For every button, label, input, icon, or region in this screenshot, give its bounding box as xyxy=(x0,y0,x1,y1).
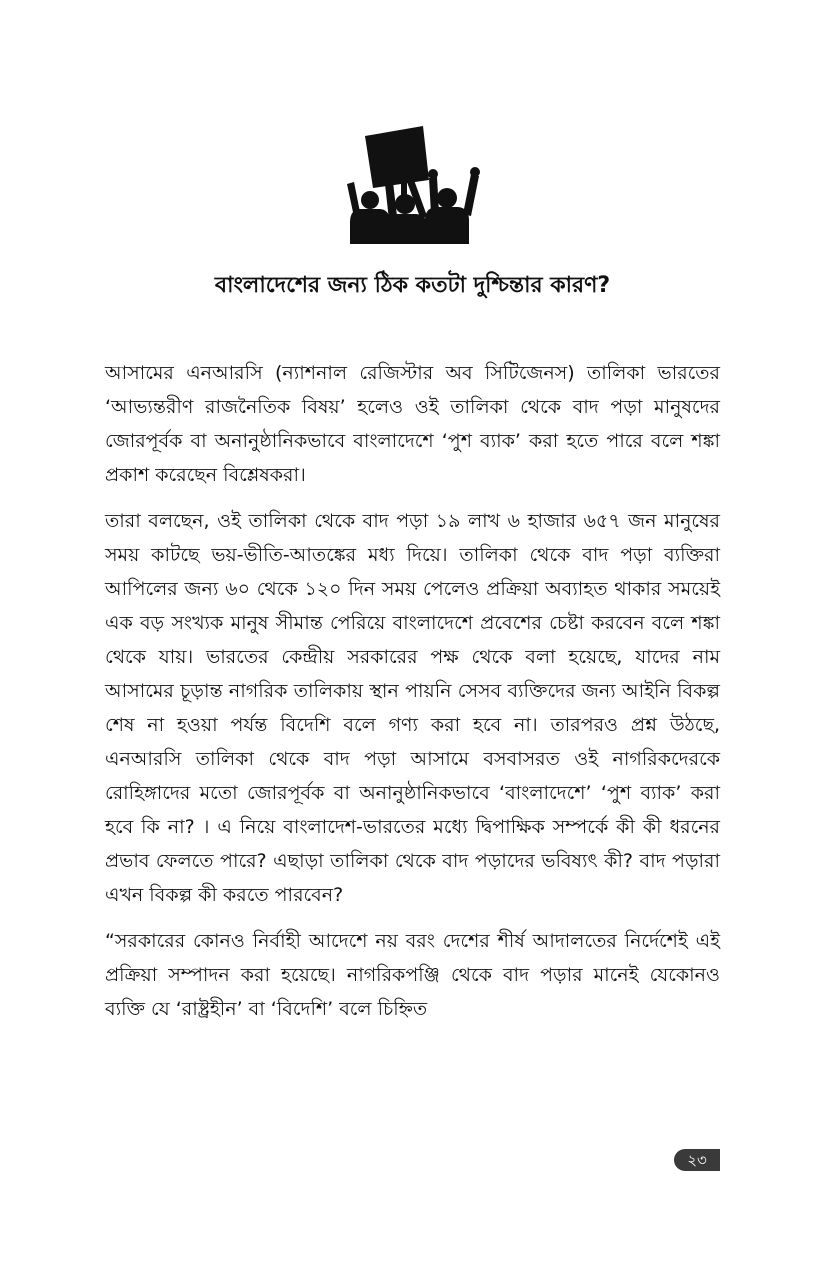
protest-crowd-icon xyxy=(345,122,480,244)
body-text xyxy=(105,356,720,1038)
paragraph-3: “সরকারের কোনও নির্বাহী আদেশে নয় বরং দেশের শীর্ষ আদালতের নির্দেশেই এই প্রক্রিয়া সম্পাদন করা হয়েছে। নাগরিকপঞ্জি থেকে বাদ পড়ার মানেই যেকোনও ব্যক্তি যে ‘রাষ্ট্রহীন’ বা ‘বিদেশি’ বলে চিহ্নিত xyxy=(105,930,720,1020)
paragraph-2: তারা বলছেন, ওই তালিকা থেকে বাদ পড়া ১৯ লাখ ৬ হাজার ৬৫৭ জন মানুষের সময় কাটছে ভয়-ভীতি-আতঙ্কের মধ্য দিয়ে। তালিকা থেকে বাদ পড়া ব্যক্তিরা আপিলের জন্য ৬০ থেকে ১২০ দিন সময় পেলেও প্রক্রিয়া অব্যাহত থাকার সময়েই এক বড় সংখ্যক মানুষ সীমান্ত পেরিয়ে বাংলাদেশে প্রবেশের চেষ্টা করবেন বলে শঙ্কা থেকে যায়। ভারতের কেন্দ্রীয় সরকারের পক্ষ থেকে বলা হয়েছে, যাদের নাম আসামের চূড়ান্ত নাগরিক তালিকায় স্থান পায়নি সেসব ব্যক্তিদের জন্য আইনি বিকল্প শেষ না হওয়া পর্যন্ত বিদেশি বলে গণ্য করা হবে না। তারপরও প্রশ্ন উঠছে, এনআরসি তালিকা থেকে বাদ পড়া আসামে বসবাসরত ওই নাগরিকদেরকে রোহিঙ্গাদের মতো জোরপূর্বক বা অনানুষ্ঠানিকভাবে ‘বাংলাদেশে’ ‘পুশ ব্যাক’ করা হবে কি না? । এ নিয়ে বাংলাদেশ-ভারতের মধ্যে দ্বিপাক্ষিক সম্পর্কে কী কী ধরনের প্রভাব ফেলতে পারে? এছাড়া তালিকা থেকে বাদ পড়াদের ভবিষ্যৎ কী? বাদ পড়ারা এখন বিকল্প কী করতে পারবেন? xyxy=(105,510,720,906)
protest-illustration xyxy=(345,122,480,244)
paragraph-1: আসামের এনআরসি (ন্যাশনাল রেজিস্টার অব সিটিজেনস) তালিকা ভারতের ‘আভ্যন্তরীণ রাজনৈতিক বিষয়’ হলেও ওই তালিকা থেকে বাদ পড়া মানুষদের জোরপূর্বক বা অনানুষ্ঠানিকভাবে বাংলাদেশে ‘পুশ ব্যাক’ করা হতে পারে বলে শঙ্কা প্রকাশ করেছেন বিশ্লেষকরা। xyxy=(105,362,720,486)
page-number-badge: ২৩ xyxy=(674,1149,720,1171)
page-title: বাংলাদেশের জন্য ঠিক কতটা দুশ্চিন্তার কারণ? xyxy=(214,273,611,298)
